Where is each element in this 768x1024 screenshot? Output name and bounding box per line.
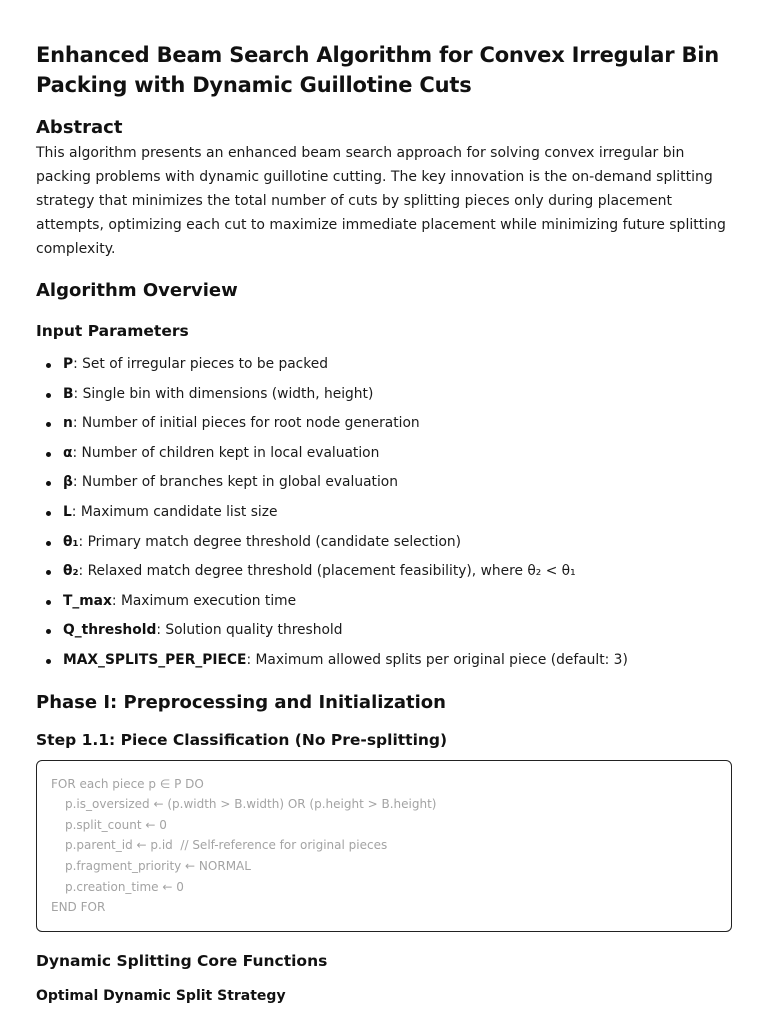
list-item: [36, 468, 732, 498]
dynamic-splitting-heading: Dynamic Splitting Core Functions: [36, 951, 328, 970]
list-item: [36, 587, 732, 617]
param-desc: : Single bin with dimensions (width, height): [73, 385, 374, 402]
phase1-heading: Phase I: Preprocessing and Initialization: [36, 691, 446, 713]
list-item: [36, 646, 732, 676]
list-item: [36, 439, 732, 469]
code-line: p.parent_id ← p.id // Self-reference for original pieces: [65, 838, 388, 853]
list-item: [36, 350, 732, 380]
code-line: p.creation_time ← 0: [65, 879, 184, 894]
list-item: [36, 616, 732, 646]
input-parameters-heading: Input Parameters: [36, 322, 189, 340]
step-1-1-heading: Step 1.1: Piece Classification (No Pre-splitting): [36, 730, 448, 749]
param-desc: : Number of children kept in local evaluation: [72, 444, 380, 461]
code-line: p.fragment_priority ← NORMAL: [65, 858, 251, 873]
param-name: β: [63, 474, 73, 491]
list-item: [36, 528, 732, 558]
param-desc: : Maximum allowed splits per original piece (default: 3): [246, 651, 628, 668]
param-name: θ₂: [63, 563, 79, 580]
param-name: α: [63, 444, 73, 461]
page-title: Enhanced Beam Search Algorithm for Convex Irregular Bin Packing with Dynamic Guillotine Cuts: [36, 43, 720, 97]
code-block: [36, 760, 732, 932]
param-desc: : Number of branches kept in global evaluation: [72, 474, 398, 491]
parameter-list: [36, 350, 732, 676]
param-desc: : Set of irregular pieces to be packed: [73, 356, 328, 372]
param-desc: : Number of initial pieces for root node generation: [72, 415, 420, 432]
param-desc: : Primary match degree threshold (candidate selection): [78, 533, 462, 550]
param-name: T_max: [63, 592, 112, 609]
param-name: MAX_SPLITS_PER_PIECE: [63, 651, 247, 668]
list-item: [36, 498, 732, 528]
code-line: p.is_oversized ← (p.width > B.width) OR (p.height > B.height): [65, 797, 437, 812]
param-desc: : Maximum execution time: [111, 592, 297, 609]
param-name: Q_threshold: [63, 622, 157, 639]
code-line: FOR each piece p ∈ P DO: [51, 776, 204, 791]
abstract-text: This algorithm presents an enhanced beam search approach for solving convex irregular bin packing problems with dynamic guillotine cutting. The key innovation is the on-demand splitting strategy that minimizes the total number of cuts by splitting pieces only during placement attempts, optimizing each cut to maximize immediate placement while minimizing future splitting complexity.: [36, 145, 726, 257]
code-line: END FOR: [51, 900, 106, 915]
list-item: [36, 557, 732, 587]
overview-heading: Algorithm Overview: [36, 280, 238, 301]
param-name: L: [63, 503, 72, 520]
list-item: [36, 380, 732, 410]
optimal-split-heading: Optimal Dynamic Split Strategy: [36, 987, 286, 1004]
list-item: [36, 409, 732, 439]
param-name: n: [63, 415, 73, 432]
param-name: B: [63, 385, 74, 402]
param-desc: : Maximum candidate list size: [71, 503, 278, 520]
param-desc: : Relaxed match degree threshold (placement feasibility), where θ₂ < θ₁: [78, 563, 576, 580]
param-name: P: [63, 356, 74, 372]
code-line: p.split_count ← 0: [65, 817, 167, 832]
param-desc: : Solution quality threshold: [156, 622, 343, 639]
param-name: θ₁: [63, 533, 79, 550]
abstract-heading: Abstract: [36, 117, 123, 138]
